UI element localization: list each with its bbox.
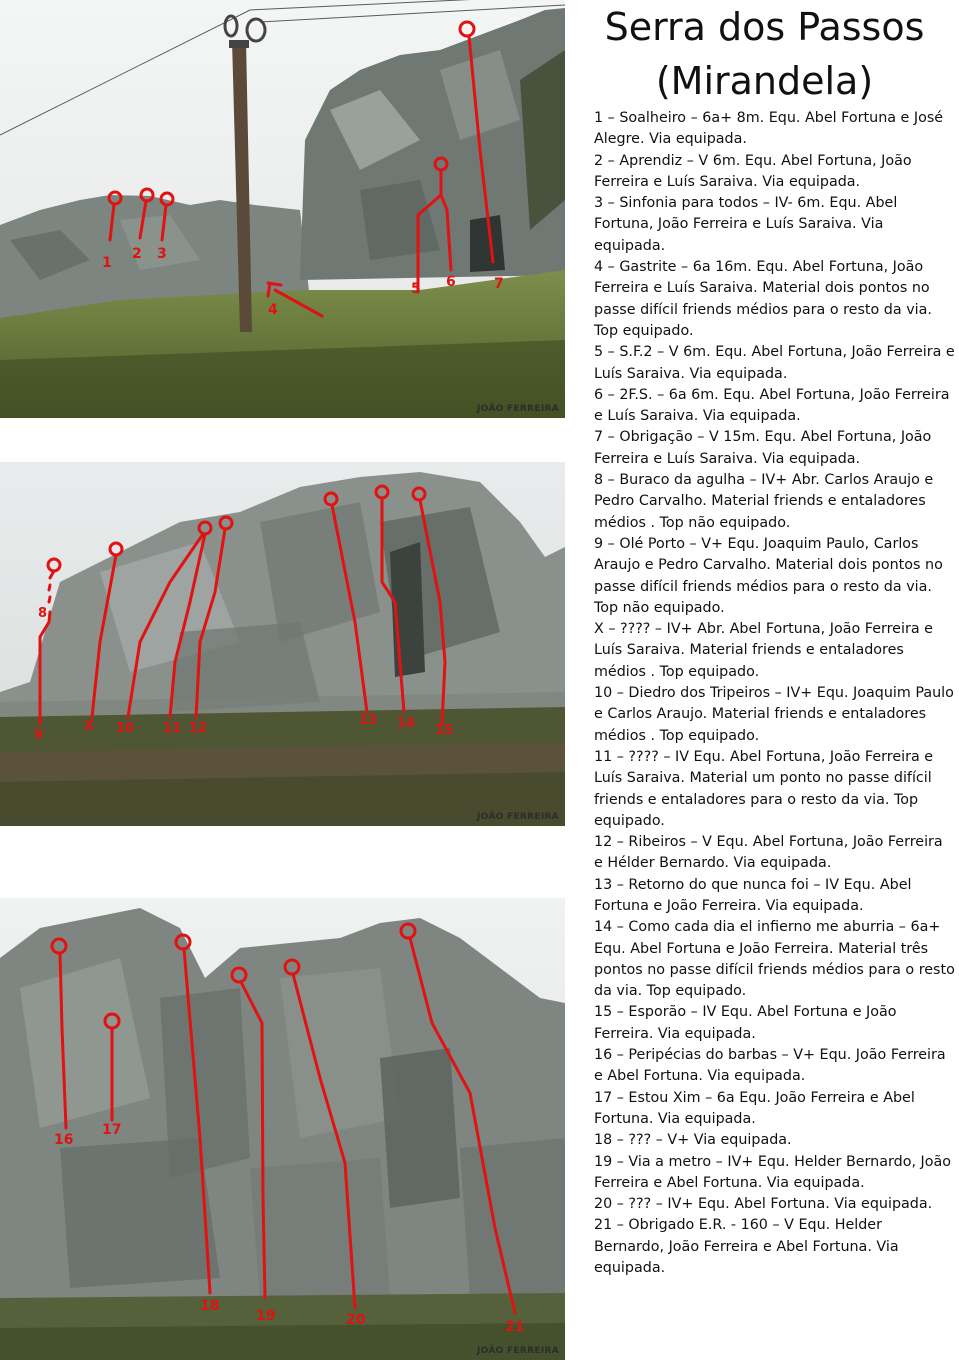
route-label-13: 13 xyxy=(359,713,378,728)
route-description: 16 – Peripécias do barbas – V+ Equ. João Ferreira e Abel Fortuna. Via equipada. xyxy=(594,1047,946,1085)
crag-photo-3-image xyxy=(0,898,565,1360)
crag-photo-1-image xyxy=(0,0,565,418)
route-description: 5 – S.F.2 – V 6m. Equ. Abel Fortuna, João Ferreira e Luís Saraiva. Via equipada. xyxy=(594,344,955,382)
route-label-2: 2 xyxy=(132,246,142,262)
photo-credit: JOÃO FERREIRA xyxy=(477,404,559,414)
route-description: 19 – Via a metro – IV+ Equ. Helder Bernardo, João Ferreira e Abel Fortuna. Via equipada. xyxy=(594,1153,952,1191)
route-label-7: 7 xyxy=(494,276,504,292)
route-label-10: 10 xyxy=(116,721,135,736)
route-description: 17 – Estou Xim – 6a Equ. João Ferreira e Abel Fortuna. Via equipada. xyxy=(594,1089,915,1127)
route-list xyxy=(594,108,956,1279)
route-description: 6 – 2F.S. – 6a 6m. Equ. Abel Fortuna, João Ferreira e Luís Saraiva. Via equipada. xyxy=(594,386,950,425)
route-label-3: 3 xyxy=(157,246,167,262)
route-description: 20 – ??? – IV+ Equ. Abel Fortuna. Via equipada. xyxy=(594,1196,933,1213)
route-description: 10 – Diedro dos Tripeiros – IV+ Equ. Joaquim Paulo e Carlos Araujo. Material friends e entaladores médios . Top equipado. xyxy=(594,685,954,744)
route-description: 7 – Obrigação – V 15m. Equ. Abel Fortuna, João Ferreira e Luís Saraiva. Via equipada. xyxy=(594,429,932,467)
route-description: 13 – Retorno do que nunca foi – IV Equ. Abel Fortuna e João Ferreira. Via equipada. xyxy=(594,876,912,914)
photo-credit: JOÃO FERREIRA xyxy=(477,1346,559,1356)
route-label-11: 11 xyxy=(163,721,182,736)
title-line-2: (Mirandela) xyxy=(655,59,874,103)
route-description: 12 – Ribeiros – V Equ. Abel Fortuna, João Ferreira e Hélder Bernardo. Via equipada. xyxy=(594,834,943,872)
route-description: 11 – ???? – IV Equ. Abel Fortuna, João Ferreira e Luís Saraiva. Material um ponto no passe difícil friends e entaladores para o resto da via. Top equipado. xyxy=(594,748,934,829)
route-label-5: 5 xyxy=(411,281,421,297)
route-description: 1 – Soalheiro – 6a+ 8m. Equ. Abel Fortuna e José Alegre. Via equipada. xyxy=(594,110,944,148)
crag-photo-2 xyxy=(0,462,565,826)
route-label-4: 4 xyxy=(268,302,278,318)
route-description: 14 – Como cada dia el infierno me aburria – 6a+ Equ. Abel Fortuna e João Ferreira. Material três pontos no passe difícil friends médios para o resto da via. Top equipado. xyxy=(594,919,955,1000)
crag-photo-2-image xyxy=(0,462,565,826)
route-label-1: 1 xyxy=(102,255,112,271)
title-line-1: Serra dos Passos xyxy=(604,5,925,49)
route-description: 4 – Gastrite – 6a 16m. Equ. Abel Fortuna, João Ferreira e Luís Saraiva. Material dois pontos no passe difícil friends médios para o resto da via. Top equipado. xyxy=(594,259,932,339)
route-label-20: 20 xyxy=(346,1312,366,1328)
route-label-15: 15 xyxy=(435,723,454,738)
route-description: 15 – Esporão – IV Equ. Abel Fortuna e João Ferreira. Via equipada. xyxy=(594,1004,897,1042)
route-label-14: 14 xyxy=(397,716,416,731)
route-description: 3 – Sinfonia para todos – IV- 6m. Equ. Abel Fortuna, João Ferreira e Luís Saraiva. Via equipada. xyxy=(594,195,898,254)
route-label-21: 21 xyxy=(505,1319,525,1335)
route-description: 2 – Aprendiz – V 6m. Equ. Abel Fortuna, João Ferreira e Luís Saraiva. Via equipada. xyxy=(594,152,912,190)
route-description: X – ???? – IV+ Abr. Abel Fortuna, João Ferreira e Luís Saraiva. Material friends e entaladores médios . Top equipado. xyxy=(594,621,933,680)
route-description: 18 – ??? – V+ Via equipada. xyxy=(594,1132,792,1149)
crag-photo-1 xyxy=(0,0,565,418)
route-label-8: 8 xyxy=(38,606,48,621)
photo-credit: JOÃO FERREIRA xyxy=(477,812,559,822)
route-description: 21 – Obrigado E.R. - 160 – V Equ. Helder Bernardo, João Ferreira e Abel Fortuna. Via equipada. xyxy=(594,1217,899,1277)
route-label-x: X xyxy=(84,719,95,734)
route-label-17: 17 xyxy=(102,1122,122,1138)
route-description: 9 – Olé Porto – V+ Equ. Joaquim Paulo, Carlos Araujo e Pedro Carvalho. Material dois pontos no passe difícil friends médios para o resto da via. Top não equipado. xyxy=(594,535,943,616)
route-label-9: 9 xyxy=(34,728,44,743)
route-label-12: 12 xyxy=(189,721,208,736)
crag-photo-3 xyxy=(0,898,565,1360)
route-label-18: 18 xyxy=(200,1298,220,1314)
route-label-19: 19 xyxy=(256,1308,276,1324)
route-label-6: 6 xyxy=(446,274,456,290)
page-title xyxy=(570,0,959,108)
route-description: 8 – Buraco da agulha – IV+ Abr. Carlos Araujo e Pedro Carvalho. Material friends e entaladores médios . Top não equipado. xyxy=(594,472,934,531)
route-label-16: 16 xyxy=(54,1132,74,1148)
